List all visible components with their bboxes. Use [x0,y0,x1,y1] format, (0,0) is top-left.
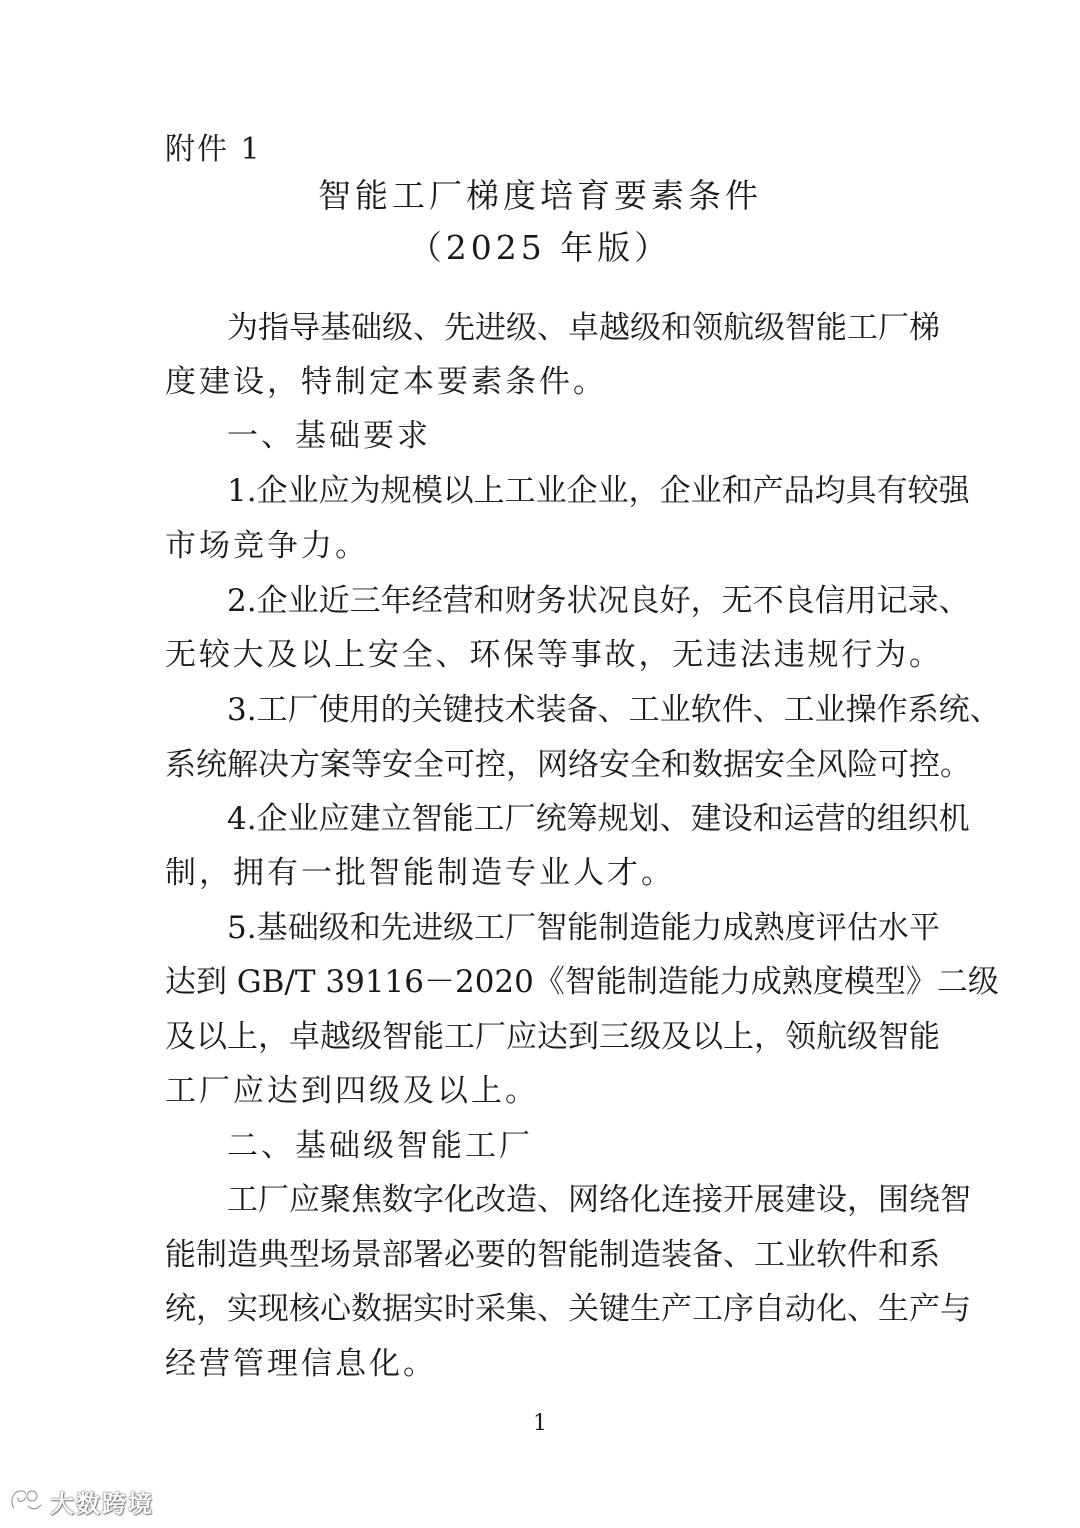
paragraph-line: 及以上，卓越级智能工厂应达到三级及以上，领航级智能 [165,1019,940,1055]
section-heading: 二、基础级智能工厂 [227,1128,533,1164]
paragraph-line: 为指导基础级、先进级、卓越级和领航级智能工厂梯 [227,310,940,346]
section-heading: 一、基础要求 [227,418,431,454]
dashu-logo-icon [8,1486,44,1516]
paragraph-line: 达到 GB/T 39116－2020《智能制造能力成熟度模型》二级 [165,964,999,1000]
paragraph-line: 经营管理信息化。 [165,1346,437,1382]
paragraph-line: 5.基础级和先进级工厂智能制造能力成熟度评估水平 [227,910,940,946]
attachment-label: 附件 1 [165,132,262,167]
document-subtitle: （2025 年版） [408,228,672,267]
paragraph-line: 度建设，特制定本要素条件。 [165,364,607,400]
paragraph-line: 统，实现核心数据实时采集、关键生产工序自动化、生产与 [165,1291,971,1327]
paragraph-line: 制，拥有一批智能制造专业人才。 [165,855,675,891]
document-title: 智能工厂梯度培育要素条件 [318,176,762,215]
paragraph-line: 2.企业近三年经营和财务状况良好，无不良信用记录、 [227,583,970,619]
paragraph-line: 工厂应达到四级及以上。 [165,1073,539,1109]
paragraph-line: 能制造典型场景部署必要的智能制造装备、工业软件和系 [165,1237,940,1273]
paragraph-line: 无较大及以上安全、环保等事故，无违法违规行为。 [165,637,940,673]
watermark [8,1482,154,1520]
watermark-text: 大数跨境 [50,1489,154,1518]
paragraph-line: 市场竞争力。 [165,528,369,564]
paragraph-line: 系统解决方案等安全可控，网络安全和数据安全风险可控。 [165,747,971,783]
paragraph-line: 3.工厂使用的关键技术装备、工业软件、工业操作系统、 [227,692,1001,728]
paragraph-line: 工厂应聚焦数字化改造、网络化连接开展建设，围绕智 [227,1182,971,1218]
paragraph-line: 1.企业应为规模以上工业企业，企业和产品均具有较强 [227,473,970,509]
page-number: 1 [533,1411,547,1436]
paragraph-line: 4.企业应建立智能工厂统筹规划、建设和运营的组织机 [227,801,970,837]
